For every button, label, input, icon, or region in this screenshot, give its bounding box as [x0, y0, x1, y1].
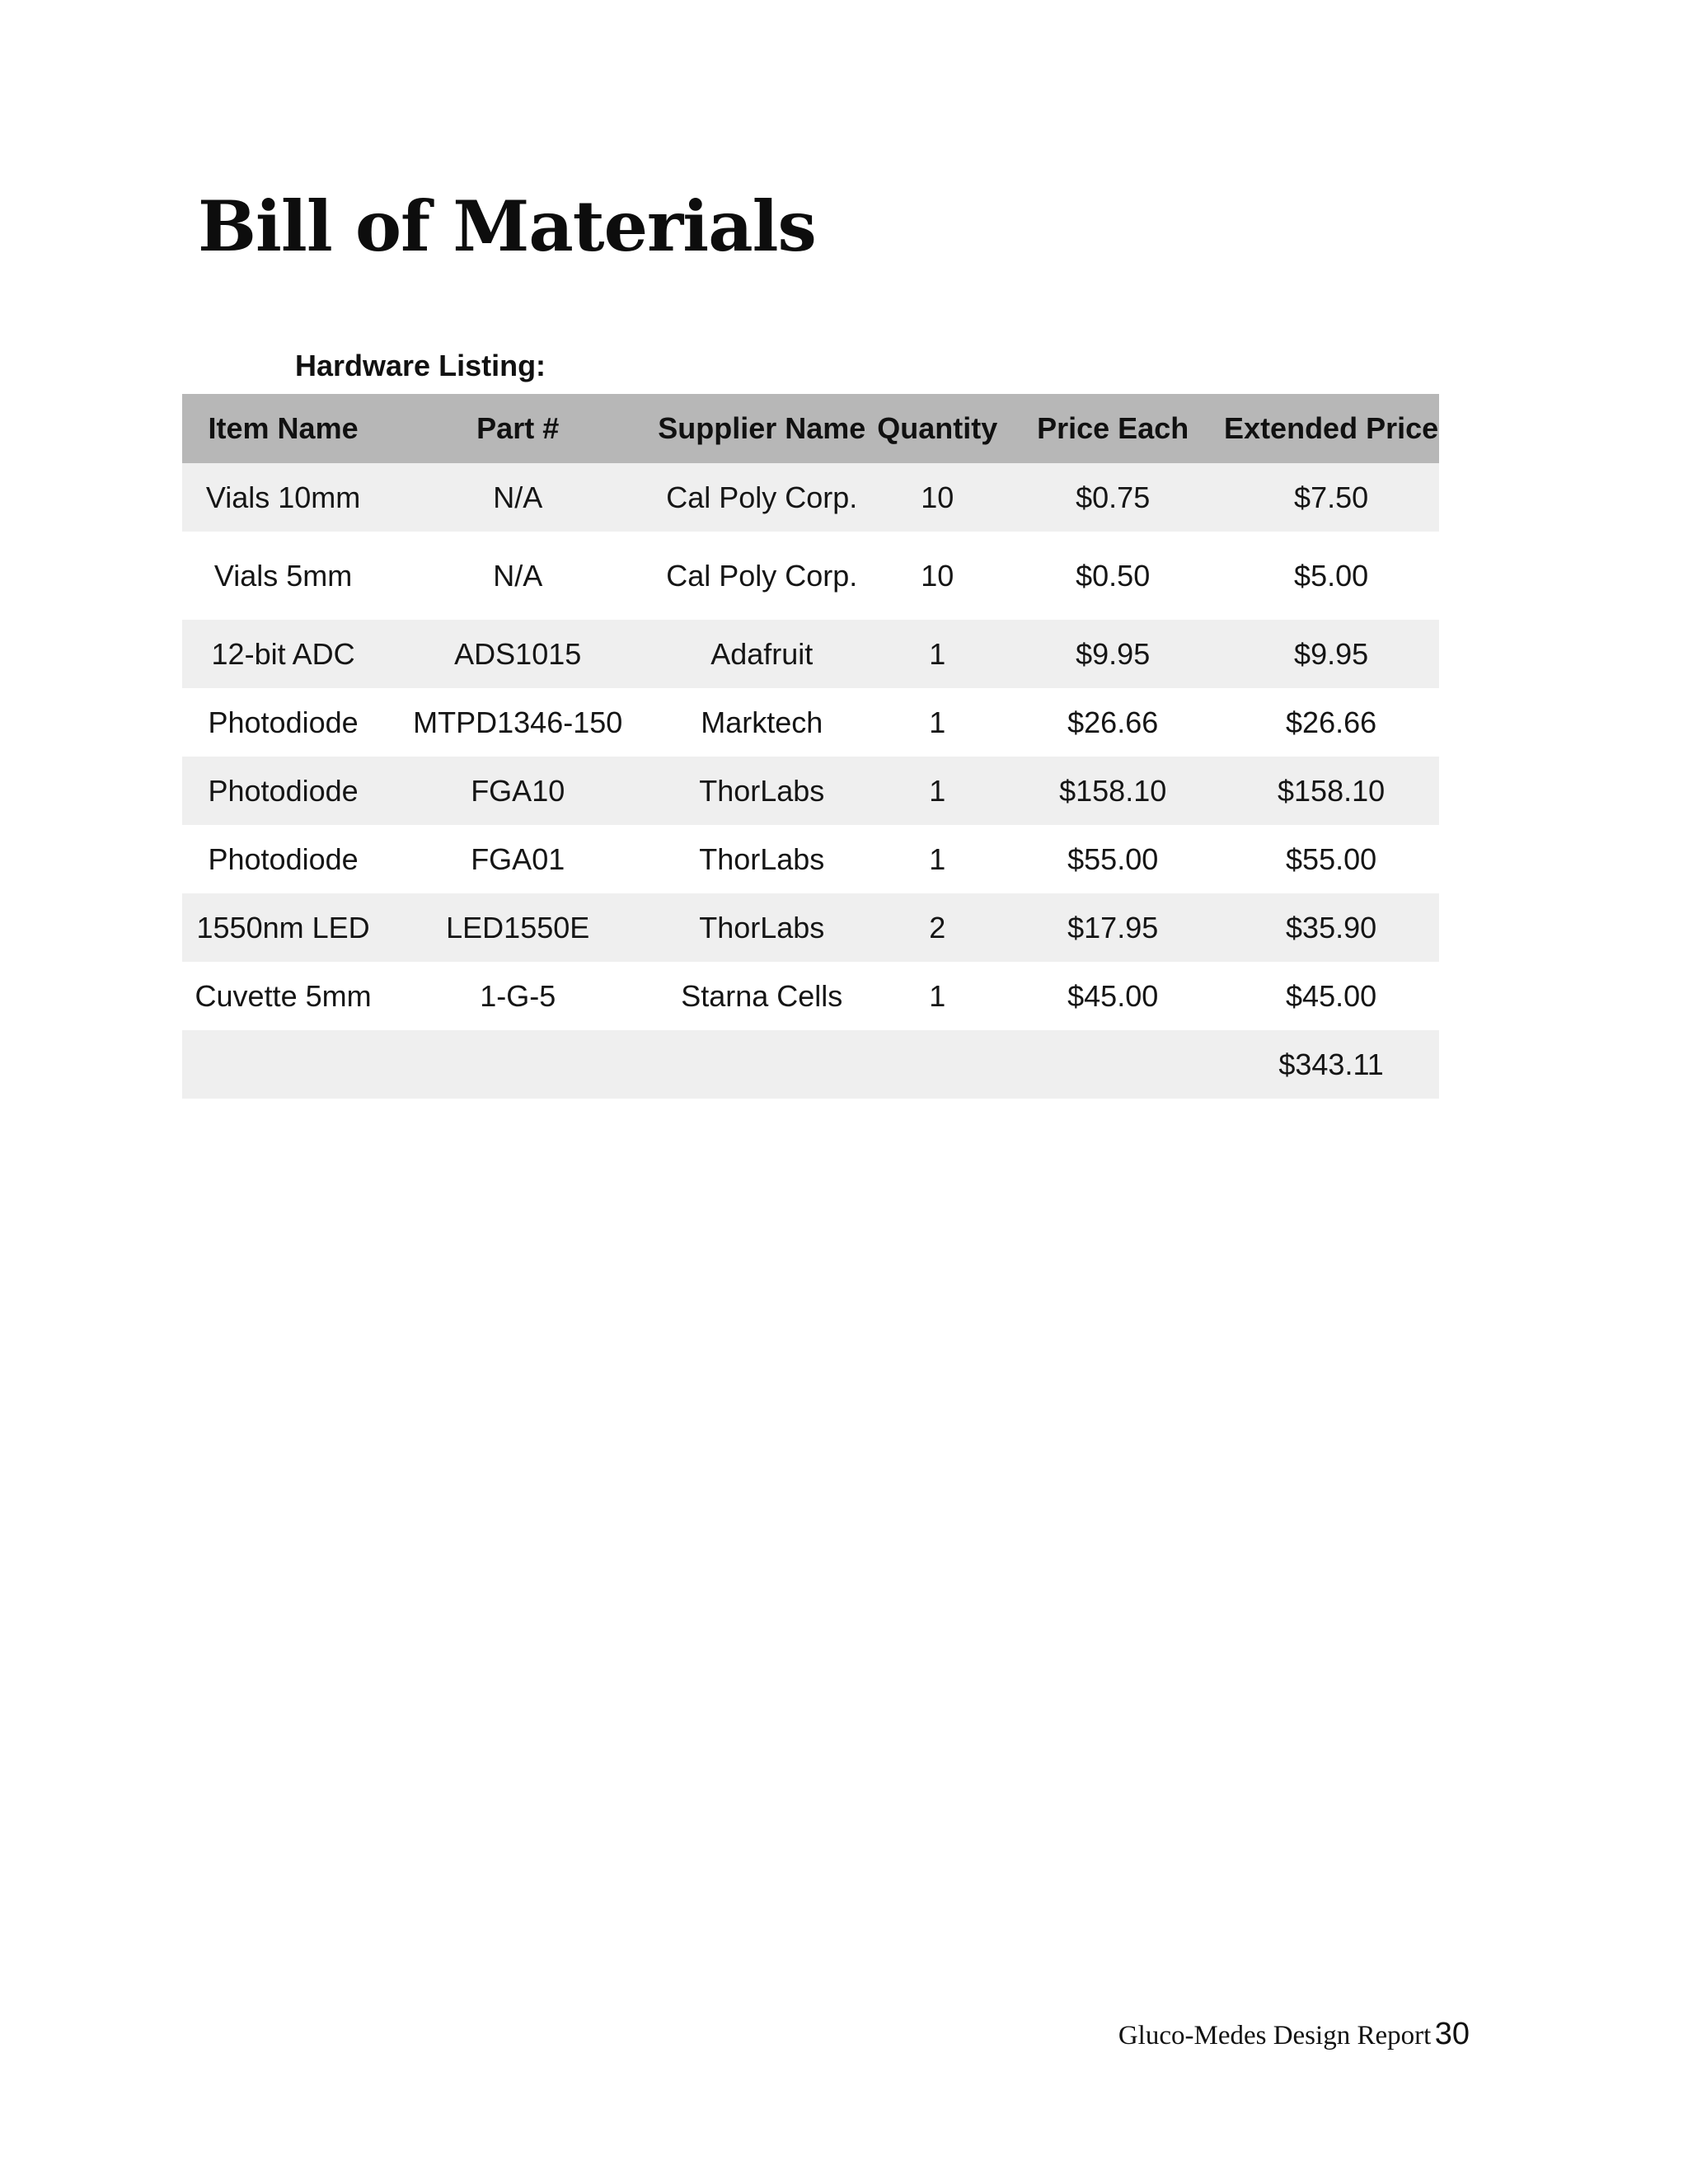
cell-quantity: 1 [929, 978, 946, 1013]
table-row [182, 463, 1439, 532]
cell-item-name: Photodiode [208, 705, 359, 739]
cell-part-number: N/A [493, 480, 543, 514]
header-price-each: Price Each [1037, 411, 1189, 445]
table-row [182, 532, 1439, 620]
cell-extended-price: $35.90 [1286, 910, 1377, 944]
table-row [182, 825, 1439, 893]
cell-item-name: Vials 5mm [213, 558, 353, 593]
cell-part-number: MTPD1346-150 [413, 705, 623, 739]
cell-supplier-name: Starna Cells [681, 978, 843, 1013]
cell-extended-price: $55.00 [1286, 841, 1377, 876]
section-label: Hardware Listing: [295, 349, 546, 382]
cell-supplier-name: Cal Poly Corp. [666, 480, 858, 514]
cell-item-name: 12-bit ADC [211, 636, 355, 671]
cell-part-number: ADS1015 [454, 636, 582, 671]
table-row [182, 757, 1439, 825]
cell-quantity: 1 [929, 773, 946, 808]
cell-supplier-name: ThorLabs [699, 841, 825, 876]
cell-quantity: 1 [929, 705, 946, 739]
cell-quantity: 2 [929, 910, 946, 944]
cell-extended-price: $9.95 [1294, 636, 1369, 671]
cell-quantity: 1 [929, 841, 946, 876]
cell-price-each [1002, 1030, 1223, 1099]
cell-price-each: $17.95 [1067, 910, 1159, 944]
cell-item-name: Photodiode [208, 841, 359, 876]
cell-supplier-name: Marktech [701, 705, 823, 739]
page-title: Bill of Materials [198, 185, 816, 267]
cell-item-name: Vials 10mm [205, 480, 361, 514]
footer-report-name: Gluco-Medes Design Report [1118, 2021, 1432, 2050]
total-extended-price: $343.11 [1278, 1047, 1384, 1081]
table-row [182, 962, 1439, 1030]
cell-quantity: 10 [921, 558, 954, 593]
header-quantity: Quantity [877, 411, 998, 445]
cell-price-each: $45.00 [1067, 978, 1159, 1013]
cell-quantity [872, 1030, 1002, 1099]
cell-item-name [182, 1030, 384, 1099]
cell-part-number: FGA10 [471, 773, 565, 808]
table-row [182, 688, 1439, 757]
cell-extended-price: $26.66 [1286, 705, 1377, 739]
table-header-row [182, 394, 1439, 463]
cell-supplier-name: Cal Poly Corp. [666, 558, 858, 593]
cell-price-each: $9.95 [1076, 636, 1151, 671]
header-item-name: Item Name [208, 411, 359, 445]
cell-price-each: $0.75 [1076, 480, 1151, 514]
header-supplier-name: Supplier Name [658, 411, 866, 445]
header-extended-price: Extended Price [1224, 411, 1439, 445]
cell-part-number [384, 1030, 651, 1099]
cell-item-name: Cuvette 5mm [195, 978, 372, 1013]
cell-item-name: 1550nm LED [196, 910, 370, 944]
table-row [182, 620, 1439, 688]
cell-part-number: FGA01 [471, 841, 565, 876]
cell-extended-price: $7.50 [1294, 480, 1369, 514]
cell-part-number: N/A [493, 558, 543, 593]
footer-page-number: 30 [1434, 2017, 1470, 2051]
cell-supplier-name: ThorLabs [699, 773, 825, 808]
cell-extended-price: $45.00 [1286, 978, 1377, 1013]
cell-extended-price: $5.00 [1294, 558, 1369, 593]
cell-extended-price: $158.10 [1278, 773, 1386, 808]
bill-of-materials-table [182, 394, 1439, 1099]
cell-part-number: LED1550E [446, 910, 590, 944]
cell-quantity: 10 [921, 480, 954, 514]
header-part-number: Part # [476, 411, 560, 445]
cell-supplier-name: ThorLabs [699, 910, 825, 944]
cell-part-number: 1-G-5 [480, 978, 556, 1013]
cell-price-each: $26.66 [1067, 705, 1159, 739]
cell-price-each: $0.50 [1076, 558, 1151, 593]
cell-price-each: $158.10 [1059, 773, 1167, 808]
cell-quantity: 1 [929, 636, 946, 671]
page-footer [1118, 2013, 1470, 2061]
cell-price-each: $55.00 [1067, 841, 1159, 876]
table-row [182, 893, 1439, 962]
cell-item-name: Photodiode [208, 773, 359, 808]
cell-supplier-name: Adafruit [710, 636, 814, 671]
cell-supplier-name [651, 1030, 872, 1099]
total-row [182, 1030, 1439, 1099]
